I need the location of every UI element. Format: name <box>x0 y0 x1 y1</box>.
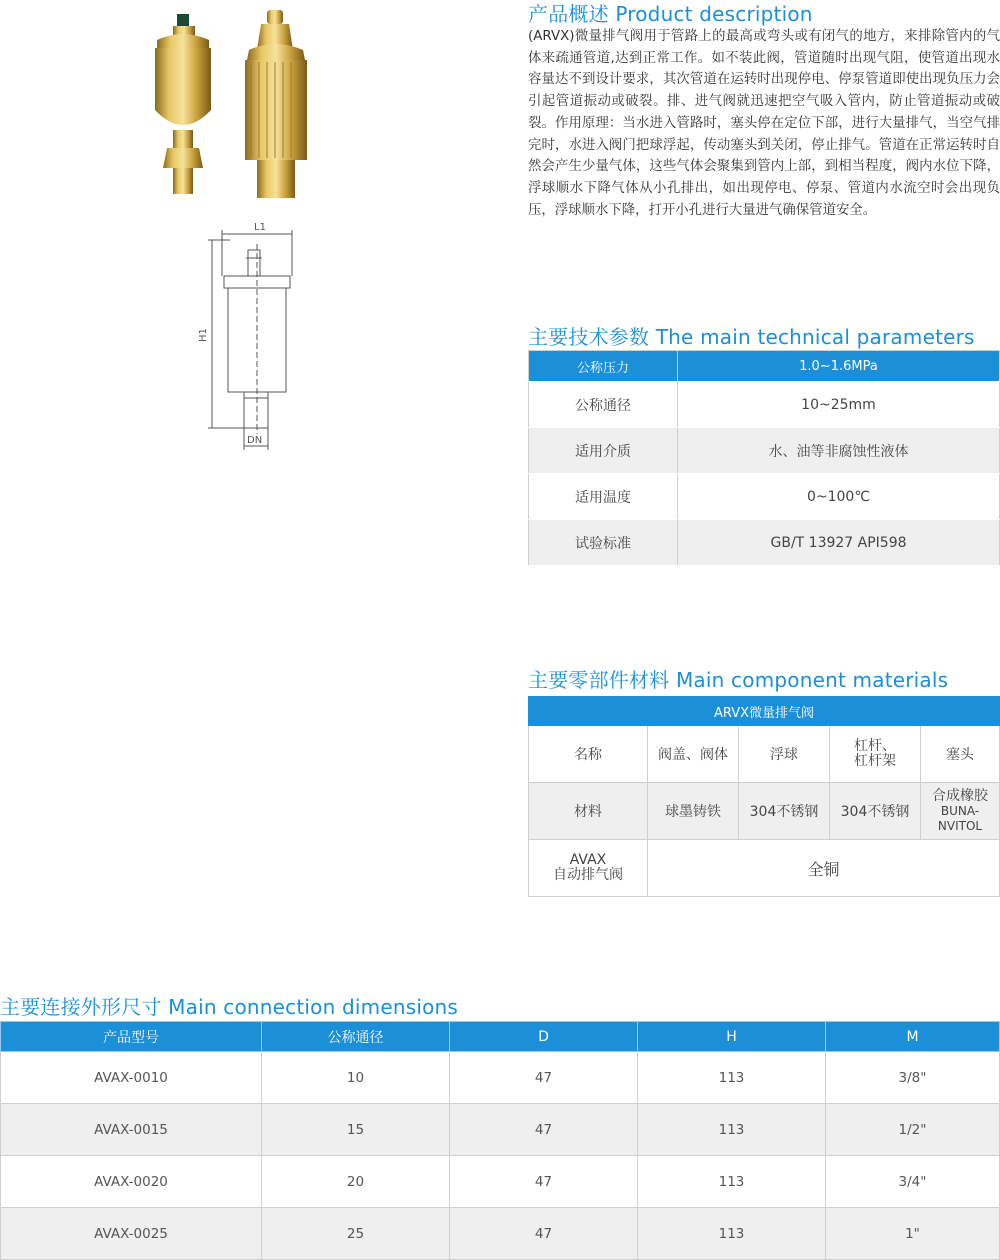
table-cell: AVAX-0025 <box>1 1208 262 1260</box>
table-cell: 塞头 <box>921 726 1000 783</box>
table-cell: 47 <box>450 1156 638 1208</box>
table-cell <box>830 726 921 783</box>
cell-line: 合成橡胶 <box>932 787 988 804</box>
table-cell: 浮球 <box>739 726 830 783</box>
dn-label: DN <box>247 435 263 446</box>
tech-title: 主要技术参数 The main technical parameters <box>528 325 975 349</box>
table-row <box>529 474 1000 520</box>
table-row <box>1 1052 1000 1104</box>
table-cell: 名称 <box>529 726 648 783</box>
cell-line: 杠杆架 <box>854 753 896 769</box>
cell-line: BUNA-NVITOL <box>937 803 983 833</box>
table-header: H <box>638 1022 826 1052</box>
table-cell: 113 <box>638 1156 826 1208</box>
table-row <box>529 520 1000 566</box>
table-row <box>529 726 1000 783</box>
table-row <box>1 1104 1000 1156</box>
dimensions-table <box>0 1021 1000 1260</box>
dimensions-title: 主要连接外形尺寸 Main connection dimensions <box>0 995 459 1019</box>
table-cell: 阀盖、阀体 <box>648 726 739 783</box>
table-cell <box>529 840 648 897</box>
table-row <box>1 1208 1000 1260</box>
l1-label: L1 <box>254 222 266 233</box>
table-cell: 10 <box>262 1052 450 1104</box>
table-cell: 304不锈钢 <box>739 783 830 840</box>
table-cell: 3/8" <box>826 1052 1000 1104</box>
cell-line: AVAX <box>569 852 607 868</box>
table-cell: 10~25mm <box>678 382 1000 428</box>
tech-table <box>528 350 1000 566</box>
table-cell: AVAX-0015 <box>1 1104 262 1156</box>
table-header: M <box>826 1022 1000 1052</box>
table-header: 产品型号 <box>1 1022 262 1052</box>
cell-line: 杠杆、 <box>854 738 896 754</box>
table-cell: 113 <box>638 1052 826 1104</box>
table-row <box>529 840 1000 897</box>
table-cell: 公称通径 <box>529 382 678 428</box>
table-cell: 水、油等非腐蚀性液体 <box>678 428 1000 474</box>
table-cell: 适用温度 <box>529 474 678 520</box>
valve-drawing <box>190 218 300 454</box>
table-row <box>529 428 1000 474</box>
cell-line: 自动排气阀 <box>553 867 623 883</box>
table-cell: 25 <box>262 1208 450 1260</box>
materials-title: 主要零部件材料 Main component materials <box>528 668 949 692</box>
table-cell <box>921 783 1000 840</box>
table-header: 公称通径 <box>262 1022 450 1052</box>
table-cell: 15 <box>262 1104 450 1156</box>
table-cell: 0~100℃ <box>678 474 1000 520</box>
table-cell: 试验标准 <box>529 520 678 566</box>
description-title: 产品概述 Product description <box>528 2 813 26</box>
table-cell: 47 <box>450 1052 638 1104</box>
materials-table <box>528 696 1000 897</box>
table-cell: GB/T 13927 API598 <box>678 520 1000 566</box>
table-header-row <box>1 1022 1000 1052</box>
table-row <box>1 1156 1000 1208</box>
table-cell: 材料 <box>529 783 648 840</box>
table-cell: 公称压力 <box>529 351 678 382</box>
table-cell: 1.0~1.6MPa <box>678 351 1000 382</box>
table-header: D <box>450 1022 638 1052</box>
table-cell: 3/4" <box>826 1156 1000 1208</box>
table-row <box>529 783 1000 840</box>
table-cell: 适用介质 <box>529 428 678 474</box>
table-cell: 113 <box>638 1208 826 1260</box>
table-cell: 47 <box>450 1104 638 1156</box>
product-photo <box>147 0 355 210</box>
table-cell: AVAX-0010 <box>1 1052 262 1104</box>
table-header-row <box>529 697 1000 726</box>
table-cell: 47 <box>450 1208 638 1260</box>
table-cell: 全铜 <box>648 840 1000 897</box>
table-row <box>529 351 1000 382</box>
table-cell: AVAX-0020 <box>1 1156 262 1208</box>
table-cell: 20 <box>262 1156 450 1208</box>
table-cell: 1/2" <box>826 1104 1000 1156</box>
table-row <box>529 382 1000 428</box>
table-cell: 球墨铸铁 <box>648 783 739 840</box>
description-text: (ARVX)微量排气阀用于管路上的最高或弯头或有闭气的地方，来排除管内的气体来疏通管道,达到正常工作。如不装此阀，管道随时出现气阻，使管道出现水容量达不到设计要求，其次管道在运转时出现停电、停泵管道即使出现负压力会引起管道振动或破裂。排、进气阀就迅速把空气吸入管内，防止管道振动或破裂。作用原理：当水进入管路时，塞头停在定位下部，进行大量排气，当空气排完时，水进入阀门把球浮起，传动塞头到关闭，停止排气。管道在正常运转时自然会产生少量气体，这些气体会聚集到管内上部，到相当程度，阀内水位下降，浮球顺水下降气体从小孔排出，如出现停电、停泵、管道内水流空时会出现负压，浮球顺水下降，打开小孔进行大量进气确保管道安全。 <box>528 29 1000 218</box>
table-cell: 113 <box>638 1104 826 1156</box>
table-header: ARVX微量排气阀 <box>529 697 1000 726</box>
table-cell: 304不锈钢 <box>830 783 921 840</box>
h1-label: H1 <box>198 328 209 342</box>
table-cell: 1" <box>826 1208 1000 1260</box>
